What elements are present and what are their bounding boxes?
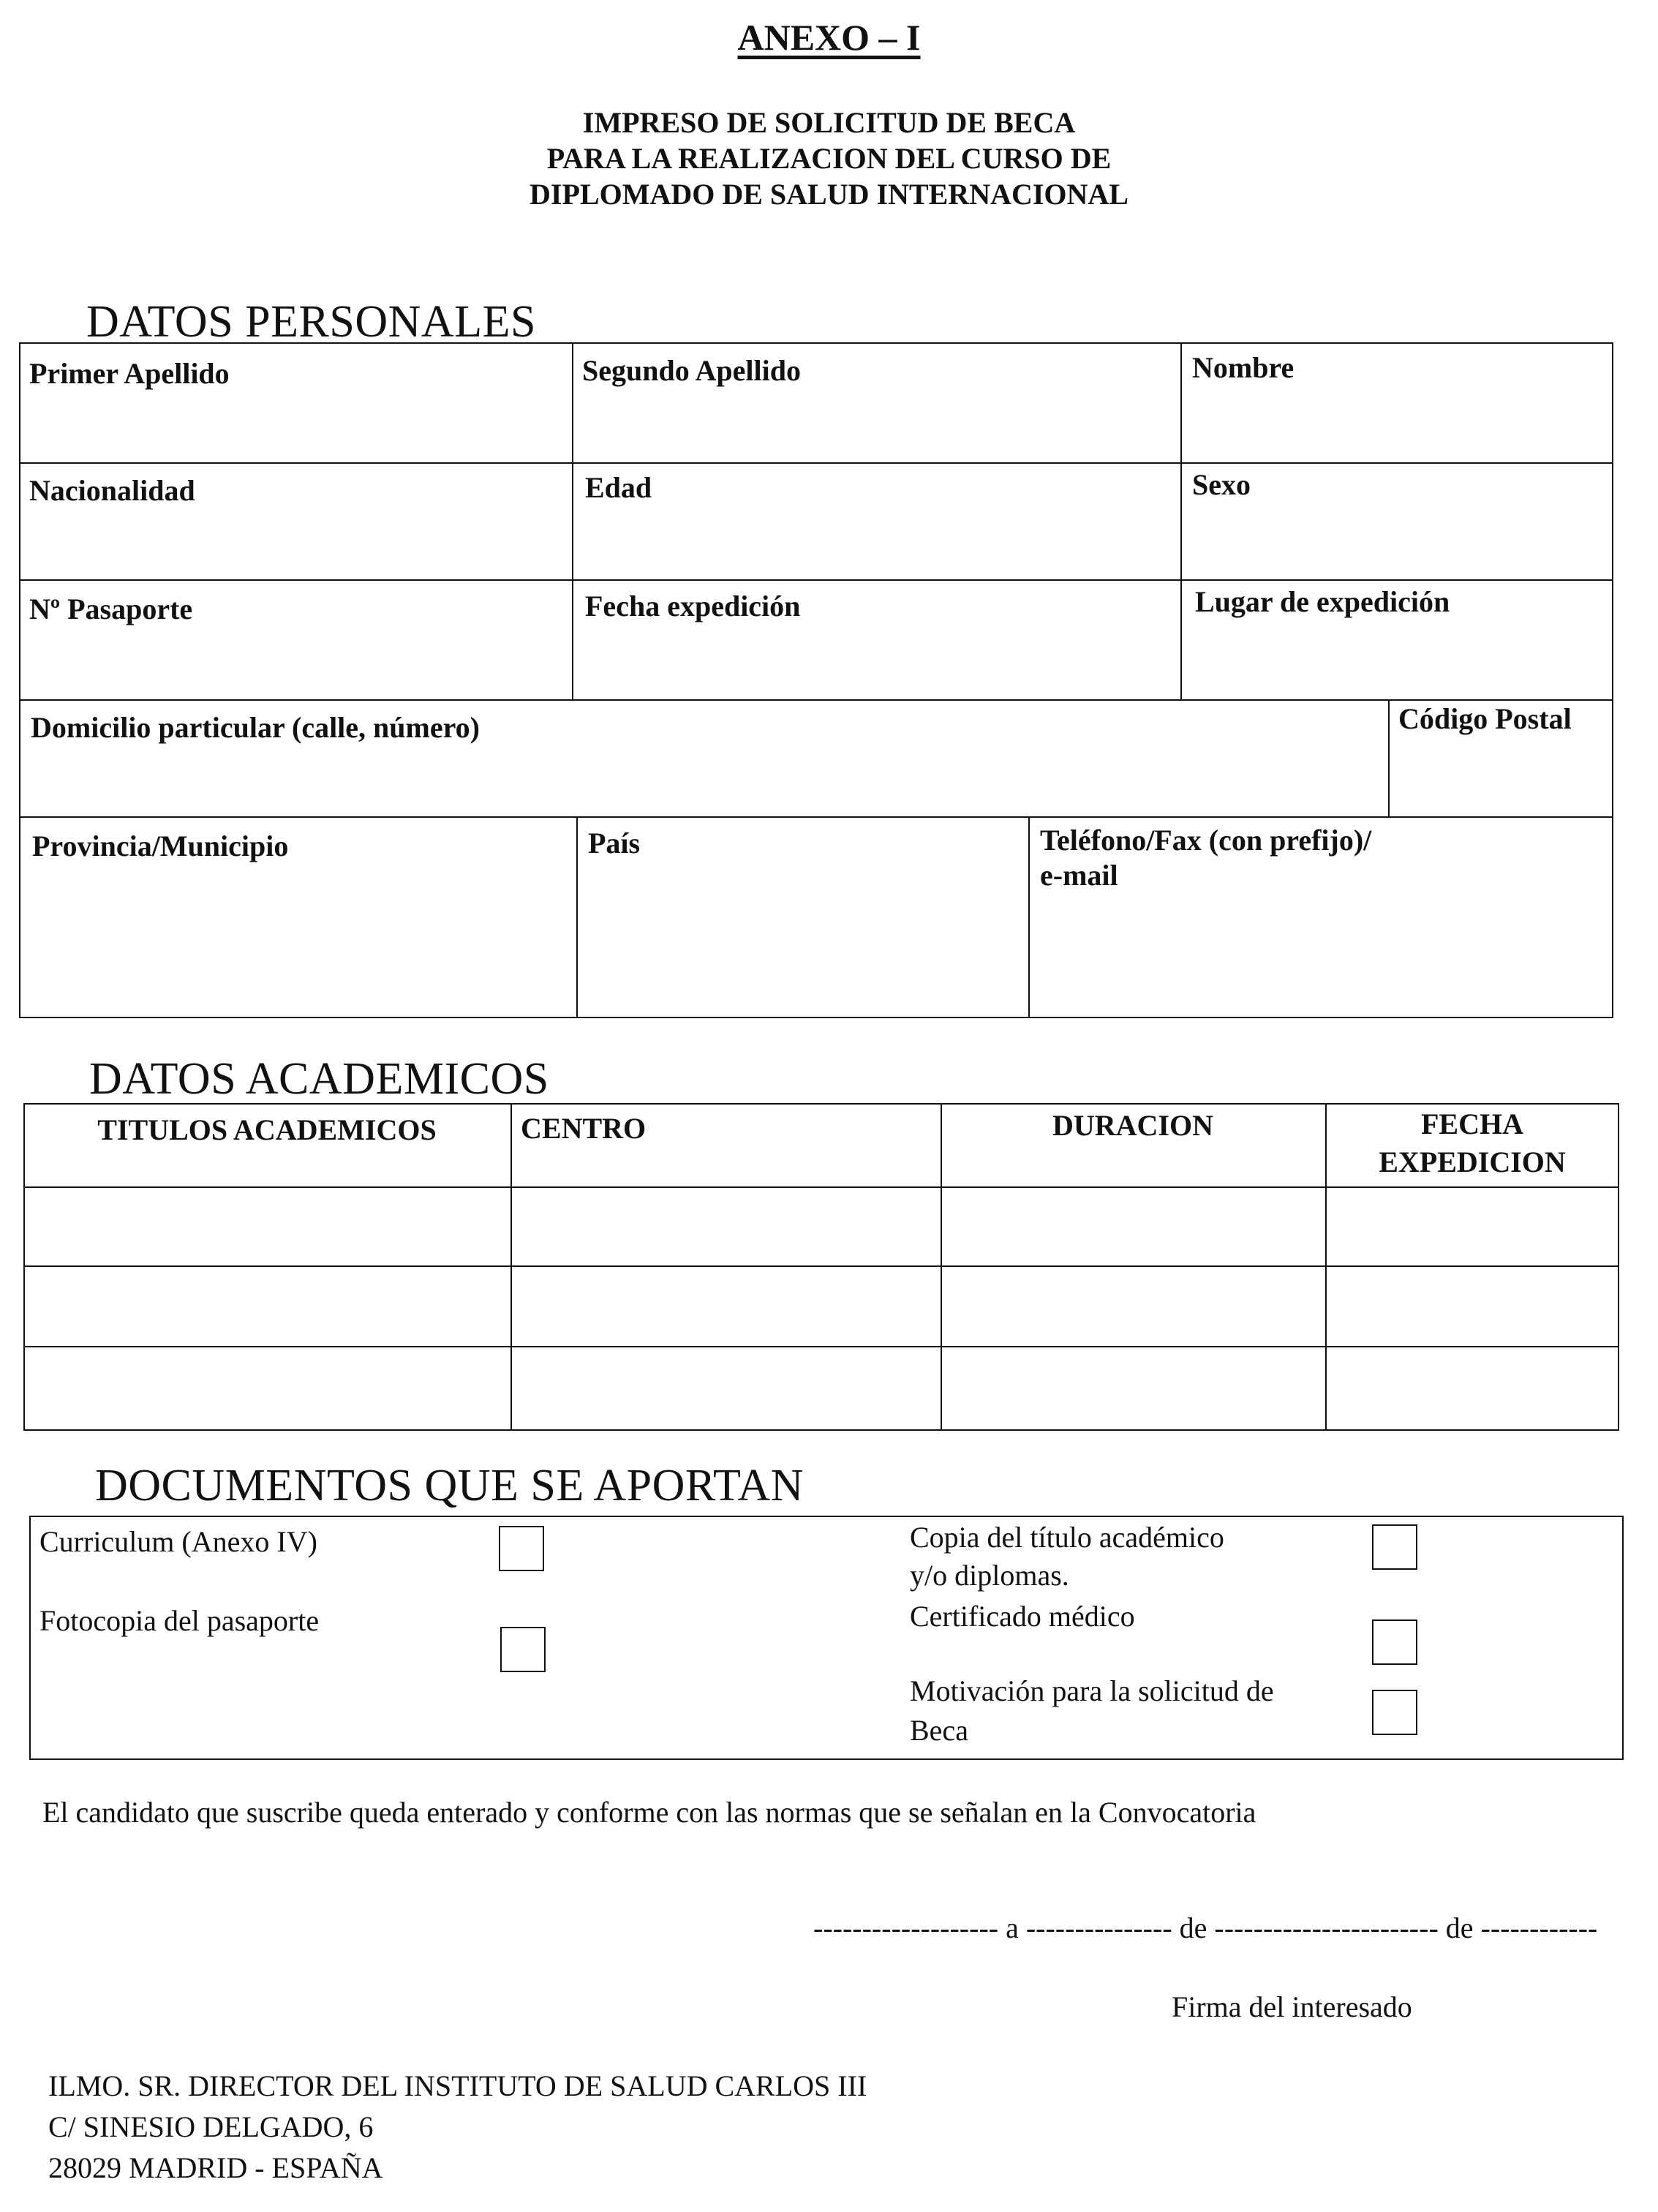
form-subtitle-line-1: IMPRESO DE SOLICITUD DE BECA [582,106,1076,139]
segundo-apellido-field[interactable]: Segundo Apellido [582,354,802,387]
column-header-expedicion: EXPEDICION [1379,1146,1566,1178]
column-divider [576,816,578,1018]
fotocopia-checkbox[interactable] [500,1627,546,1672]
sexo-field[interactable]: Sexo [1192,468,1251,501]
fecha-expedicion-field[interactable]: Fecha expedición [585,590,801,622]
column-header-titulos: TITULOS ACADEMICOS [97,1113,437,1146]
table-cell[interactable] [1327,1348,1618,1429]
row-divider [23,1346,1619,1347]
documents-title: DOCUMENTOS QUE SE APORTAN [95,1461,804,1511]
personal-data-title: DATOS PERSONALES [86,297,536,347]
table-cell[interactable] [943,1189,1324,1265]
consent-statement: El candidato que suscribe queda enterado y conforme con las normas que se señalan en la Convocatoria [42,1796,1256,1829]
row-divider [23,1265,1619,1267]
pais-field[interactable]: País [588,827,641,859]
row-divider [19,579,1613,581]
table-cell[interactable] [513,1268,939,1345]
table-cell[interactable] [943,1348,1324,1429]
column-divider [1028,816,1030,1018]
telefono-field[interactable]: Teléfono/Fax (con prefijo)/ [1040,824,1372,857]
signature-label: Firma del interesado [1172,1990,1412,2023]
annex-heading: ANEXO – I [737,17,921,58]
table-cell[interactable] [1327,1268,1618,1345]
row-divider [19,462,1613,464]
row-divider [19,816,1613,818]
column-header-fecha: FECHA [1421,1107,1523,1140]
curriculum-checkbox[interactable] [499,1526,544,1571]
column-divider [941,1103,942,1431]
certificado-label: Certificado médico [910,1600,1135,1633]
provincia-field[interactable]: Provincia/Municipio [32,830,289,862]
edad-field[interactable]: Edad [585,471,652,504]
domicilio-field[interactable]: Domicilio particular (calle, número) [31,711,480,744]
column-divider [1388,699,1390,816]
email-field-label: e-mail [1040,859,1118,892]
row-divider [19,699,1613,701]
address-line-1: ILMO. SR. DIRECTOR DEL INSTITUTO DE SALUD CARLOS III [48,2069,867,2102]
column-divider [510,1103,512,1431]
address-line-3: 28029 MADRID - ESPAÑA [48,2151,383,2184]
lugar-expedicion-field[interactable]: Lugar de expedición [1195,585,1450,618]
copia-titulo-label: Copia del título académico [910,1521,1224,1554]
column-header-duracion: DURACION [1052,1109,1213,1142]
motivacion-label-cont: Beca [910,1714,968,1747]
codigo-postal-field[interactable]: Código Postal [1398,702,1572,735]
form-subtitle-line-2: PARA LA REALIZACION DEL CURSO DE [546,142,1112,175]
fotocopia-label: Fotocopia del pasaporte [39,1604,320,1637]
academic-data-title: DATOS ACADEMICOS [89,1054,549,1104]
nombre-field[interactable]: Nombre [1192,351,1295,384]
motivacion-checkbox[interactable] [1372,1690,1417,1735]
column-header-centro: CENTRO [521,1112,647,1145]
pasaporte-field[interactable]: Nº Pasaporte [29,592,193,625]
table-cell[interactable] [25,1189,509,1265]
table-cell[interactable] [25,1348,509,1429]
curriculum-label: Curriculum (Anexo IV) [39,1525,317,1558]
table-cell[interactable] [25,1268,509,1345]
certificado-checkbox[interactable] [1372,1620,1417,1665]
date-line[interactable]: ------------------- a --------------- de ----------------------- de ------------ [813,1911,1598,1944]
personal-data-table [19,342,1613,1018]
form-subtitle-line-3: DIPLOMADO DE SALUD INTERNACIONAL [530,178,1128,211]
table-cell[interactable] [943,1268,1324,1345]
copia-titulo-label-cont: y/o diplomas. [910,1559,1069,1592]
primer-apellido-field[interactable]: Primer Apellido [29,357,230,390]
column-divider [1180,342,1182,699]
motivacion-label: Motivación para la solicitud de [910,1674,1274,1707]
address-line-2: C/ SINESIO DELGADO, 6 [48,2110,374,2143]
copia-titulo-checkbox[interactable] [1372,1524,1417,1570]
column-divider [572,342,573,699]
nacionalidad-field[interactable]: Nacionalidad [29,474,195,507]
row-divider [23,1186,1619,1188]
table-cell[interactable] [513,1189,939,1265]
table-cell[interactable] [1327,1189,1618,1265]
table-cell[interactable] [513,1348,939,1429]
